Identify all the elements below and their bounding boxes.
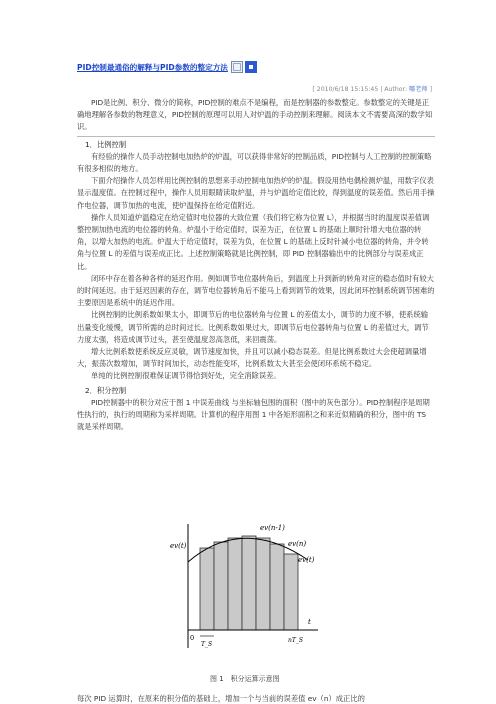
section-heading-proportional: 1．比例控制	[85, 139, 127, 149]
rect-bar	[242, 536, 256, 630]
rect-bar	[228, 538, 242, 630]
rect-bar	[256, 538, 270, 630]
label-nts: nT_S	[288, 637, 303, 644]
article-body	[77, 97, 435, 433]
paragraph: 单纯的比例控制很难保证调节得恰到好处，完全消除误差。	[91, 371, 281, 381]
article-title-row	[77, 56, 257, 78]
paragraph: 闭环中存在着各种各样的延迟作用。例如调节电位器转角后，到温度上升到新的转角对应的稳态值时有较大的时间延迟。由于延迟因素的存在，调节电位器转角后不能马上看到调节的效果，因此闭环控制系统调节困难的主要原因是系统中的延迟作用。	[77, 273, 435, 308]
print-icon[interactable]	[245, 61, 257, 73]
figure-caption: 图 1 积分运算示意图	[210, 675, 280, 683]
label-ev-t-right: ev(t)	[298, 556, 315, 564]
article-meta	[312, 84, 432, 93]
meta-suffix: ]	[427, 86, 432, 93]
article-title-link[interactable]: PID控制最通俗的解释与PID参数的整定方法	[77, 62, 228, 72]
rect-bar	[200, 548, 214, 630]
label-ts: T_S	[201, 641, 213, 648]
paragraph: 增大比例系数使系统反应灵敏，调节速度加快，并且可以减小稳态误差。但是比例系数过大会使超调量增大，振荡次数增加，调节时间加长，动态性能变坏，比例系数太大甚至会使闭环系统不稳定。	[77, 347, 427, 369]
divider	[77, 136, 435, 137]
title-icons	[231, 61, 257, 73]
label-ev-t-left: ev(t)	[170, 542, 187, 550]
rect-bar	[284, 554, 298, 630]
paragraph: PID控制器中的积分对应于图 1 中误差曲线 与坐标轴包围的面积（图中的灰色部分）。PID控制程序是周期性执行的，执行的周期称为采样周期。计算机的程序用图 1 中各矩形面积之和来近似精确的积分，图中的 TS 就是采样周期。	[77, 397, 430, 432]
paragraph: 下面介绍操作人员怎样用比例控制的思想来手动控制电加热炉的炉温。假设用热电偶检测炉温，用数字仪表显示温度值。在控制过程中，操作人员用眼睛读取炉温，并与炉温给定值比较，得到温度的误差值。然后用手操作电位器，调节加热的电流，使炉温保持在给定值附近。	[77, 176, 435, 210]
label-t-axis: t	[308, 618, 311, 626]
paragraph: 比例控制的比例系数如果太小，即调节后的电位器转角与位置 L 的差值太小，调节的力度不够，使系统输出量变化缓慢，调节所需的总时间过长。比例系数如果过大，即调节后电位器转角与位置 L 的差值过大，调节力度太强，将造成调节过头，甚至使温度忽高忽低，来回震荡。	[77, 310, 429, 344]
last-line: 每次 PID 运算时，在原来的积分值的基础上，增加一个与当前的误差值 ev（n）成正比的	[77, 694, 365, 703]
integral-diagram	[168, 518, 328, 658]
section-heading-integral: 2．积分控制	[85, 385, 127, 395]
image-icon[interactable]	[231, 61, 243, 73]
meta-author[interactable]: 哪老师	[409, 86, 428, 93]
intro-paragraph: PID是比例、积分、微分的简称，PID控制的难点不是编程，而是控制器的参数整定。参数整定的关键是正确地理解各参数的物理意义，PID控制的原理可以用人对炉温的手动控制来理解。阅读本文不需要高深的数学知识。	[77, 98, 433, 132]
paragraph: 有经验的操作人员手动控制电加热炉的炉温，可以获得非常好的控制品质，PID控制与人工控制的控制策略有很多相似的地方。	[77, 151, 432, 174]
label-ev-n: ev(n)	[288, 540, 307, 548]
meta-date: [ 2010/6/18 15:15:45 | Author:	[312, 86, 410, 93]
integral-rectangles	[200, 536, 298, 630]
rect-bar	[270, 544, 284, 630]
label-origin: 0	[190, 634, 195, 642]
rect-bar	[214, 542, 228, 630]
paragraph: 操作人员知道炉温稳定在给定值时电位器的大致位置（我们将它称为位置 L），并根据当时的温度误差值调整控制加热电流的电位器的转角。炉温小于给定值时，误差为正，在位置 L 的基础上顺时针增大电位器的转角，以增大加热的电流。炉温大于给定值时，误差为负，在位置 L 的基础上反时针减小电位器的转角，并令转角与位置 L 的差值与误差成正比。上述控制策略就是比例控制，即 PID 控制器输出中的比例部分与误差成正比。	[77, 212, 430, 271]
label-ev-n-minus-1: ev(n-1)	[260, 524, 285, 532]
